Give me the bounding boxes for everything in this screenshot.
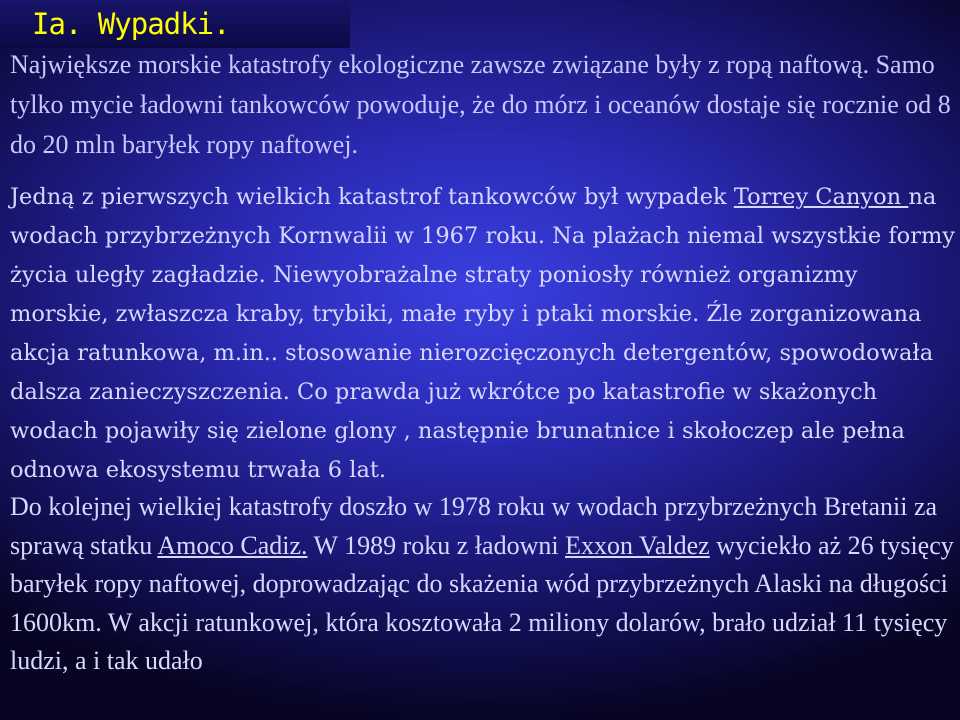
amoco-exxon-paragraph bbox=[10, 488, 956, 681]
paragraph-text: Do kolejnej wielkiej katastrofy doszło w 1978 roku w wodach przybrzeżnych Bretanii za sprawą statku bbox=[10, 492, 938, 560]
paragraph-text: wyciekło aż 26 tysięcy baryłek ropy naftowej, doprowadzając do skażenia wód przybrzeżnych Alaski na długości 1600km. W akcji ratunkowej, która kosztowała 2 miliony dolarów, brało udział 11 tysięcy ludzi, a i tak udało bbox=[10, 530, 954, 675]
torrey-canyon-link[interactable]: Torrey Canyon bbox=[733, 184, 909, 210]
torrey-canyon-paragraph bbox=[10, 178, 956, 490]
intro-paragraph: Największe morskie katastrofy ekologiczne zawsze związane były z ropą naftową. Samo tylko mycie ładowni tankowców powoduje, że do mórz i oceanów dostaje się rocznie od 8 do 20 mln baryłek ropy naftowej. bbox=[10, 50, 951, 159]
paragraph-text: na wodach przybrzeżnych Kornwalii w 1967 roku. Na plażach niemal wszystkie formy życia uległy zagładzie. Niewyobrażalne straty poniosły również organizmy morskie, zwłaszcza kraby, trybiki, małe ryby i ptaki morskie. Źle zorganizowana akcja ratunkowa, m.in.. stosowanie nierozcięczonych detergentów, spowodowała dalsza zanieczyszczenia. Co prawda już wkrótce po katastrofie w skażonych wodach pojawiły się zielone glony , następnie brunatnice i skołoczep ale pełna odnowa ekosystemu trwała 6 lat. bbox=[10, 184, 955, 483]
amoco-cadiz-link[interactable]: Amoco Cadiz. bbox=[157, 530, 308, 560]
exxon-valdez-link[interactable]: Exxon Valdez bbox=[565, 530, 710, 560]
paragraph-text: W 1989 roku z ładowni bbox=[307, 530, 566, 560]
slide-title: Ia. Wypadki. bbox=[32, 7, 230, 41]
paragraph-text: Jedną z pierwszych wielkich katastrof tankowców był wypadek bbox=[10, 184, 734, 210]
